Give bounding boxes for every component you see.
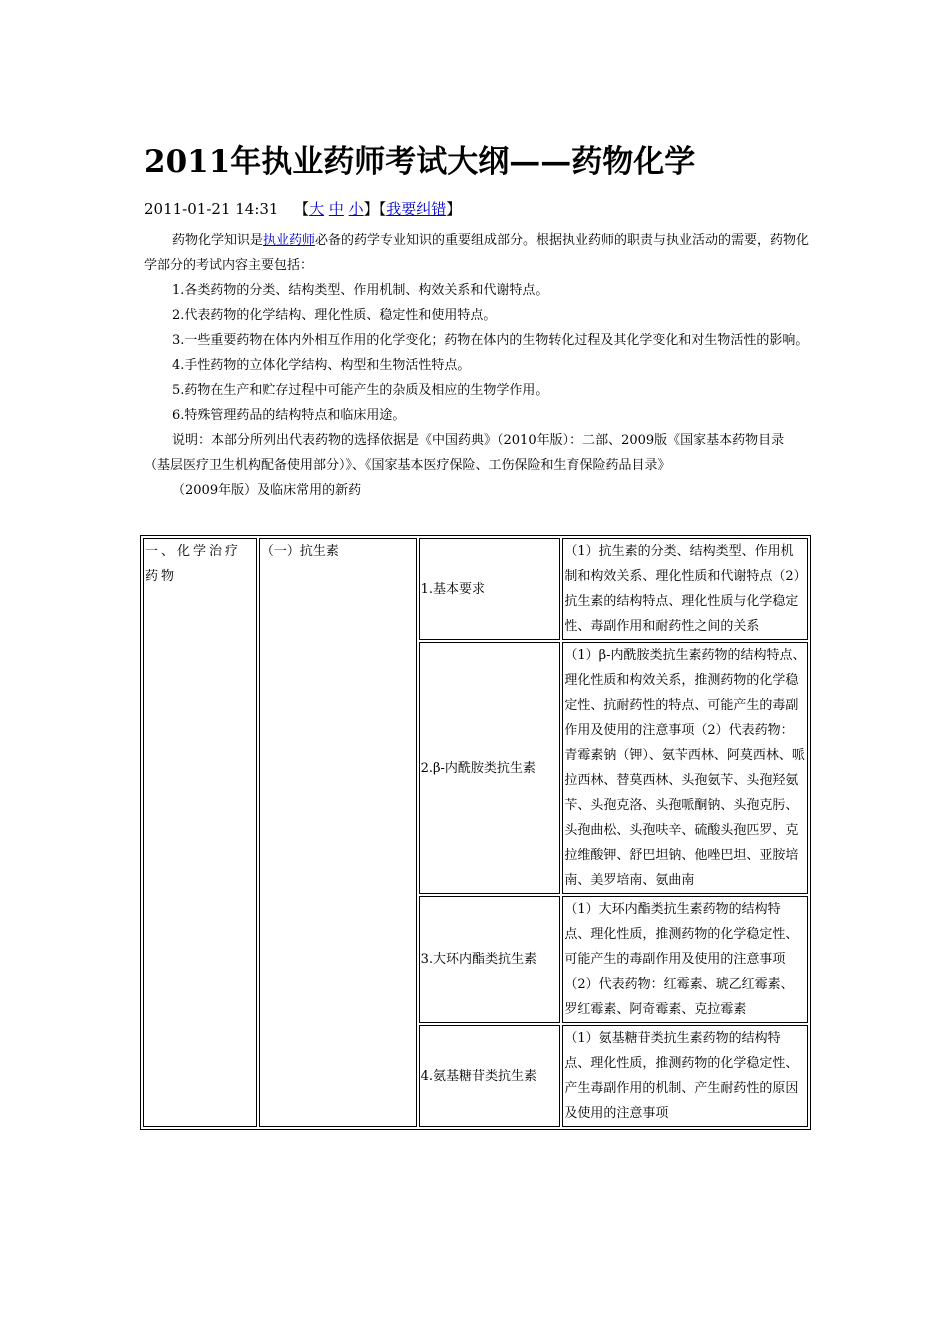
subunit-cell: （一）抗生素 — [259, 538, 417, 1127]
list-item: 5.药物在生产和贮存过程中可能产生的杂质及相应的生物学作用。 — [172, 383, 549, 398]
bracket: 】 — [446, 200, 462, 218]
topic-cell: 3.大环内酯类抗生素 — [419, 896, 561, 1023]
article-meta — [144, 198, 810, 220]
unit-cell: 一、化学治疗药物 — [143, 538, 257, 1127]
font-size-small-link[interactable]: 小 — [348, 200, 364, 218]
content-cell: （1）抗生素的分类、结构类型、作用机制和构效关系、理化性质和代谢特点（2）抗生素的结构特点、理化性质与化学稳定性、毒副作用和耐药性之间的关系 — [562, 538, 808, 640]
report-error-link[interactable]: 我要纠错 — [386, 200, 447, 218]
list-item: 2.代表药物的化学结构、理化性质、稳定性和使用特点。 — [172, 308, 497, 323]
bracket: 【 — [294, 200, 310, 218]
note-paragraph: 说明：本部分所列出代表药物的选择依据是《中国药典》（2010年版）：二部、2009版《国家基本药物目录（基层医疗卫生机构配备使用部分）》、《国家基本医疗保险、工伤保险和生育保险药品目录》 — [144, 433, 785, 473]
topic-cell: 2.β-内酰胺类抗生素 — [419, 642, 561, 894]
font-size-medium-link[interactable]: 中 — [328, 200, 344, 218]
table-row — [143, 538, 808, 640]
note-tail: （2009年版）及临床常用的新药 — [172, 483, 362, 498]
list-item: 4.手性药物的立体化学结构、构型和生物活性特点。 — [172, 358, 471, 373]
article — [144, 140, 810, 503]
article-body — [144, 228, 810, 503]
bracket: 】 — [363, 200, 379, 218]
pharmacist-link[interactable]: 执业药师 — [263, 233, 316, 248]
content-cell: （1）β-内酰胺类抗生素药物的结构特点、理化性质和构效关系，推测药物的化学稳定性、抗耐药性的特点、可能产生的毒副作用及使用的注意事项（2）代表药物：青霉素钠（钾）、氨苄西林、阿莫西林、哌拉西林、替莫西林、头孢氨苄、头孢羟氨苄、头孢克洛、头孢哌酮钠、头孢克肟、头孢曲松、头孢呋辛、硫酸头孢匹罗、克拉维酸钾、舒巴坦钠、他唑巴坦、亚胺培南、美罗培南、氨曲南 — [562, 642, 808, 894]
list-item: 1.各类药物的分类、结构类型、作用机制、构效关系和代谢特点。 — [172, 283, 549, 298]
content-cell: （1）大环内酯类抗生素药物的结构特点、理化性质，推测药物的化学稳定性、可能产生的毒副作用及使用的注意事项（2）代表药物：红霉素、琥乙红霉素、罗红霉素、阿奇霉素、克拉霉素 — [562, 896, 808, 1023]
topic-cell: 4.氨基糖苷类抗生素 — [419, 1025, 561, 1127]
article-title: 2011年执业药师考试大纲——药物化学 — [144, 144, 696, 180]
topic-cell: 1.基本要求 — [419, 538, 561, 640]
list-item: 6.特殊管理药品的结构特点和临床用途。 — [172, 408, 406, 423]
font-size-large-link[interactable]: 大 — [309, 200, 325, 218]
syllabus-table — [140, 535, 811, 1130]
publish-date: 2011-01-21 14:31 — [144, 200, 279, 218]
content-cell: （1）氨基糖苷类抗生素药物的结构特点、理化性质，推测药物的化学稳定性、产生毒副作用的机制、产生耐药性的原因及使用的注意事项 — [562, 1025, 808, 1127]
bracket: 【 — [378, 200, 387, 218]
intro-paragraph: 药物化学知识是执业药师必备的药学专业知识的重要组成部分。根据执业药师的职责与执业活动的需要，药物化学部分的考试内容主要包括： — [144, 233, 810, 273]
list-item: 3.一些重要药物在体内外相互作用的化学变化；药物在体内的生物转化过程及其化学变化和对生物活性的影响。 — [172, 333, 809, 348]
